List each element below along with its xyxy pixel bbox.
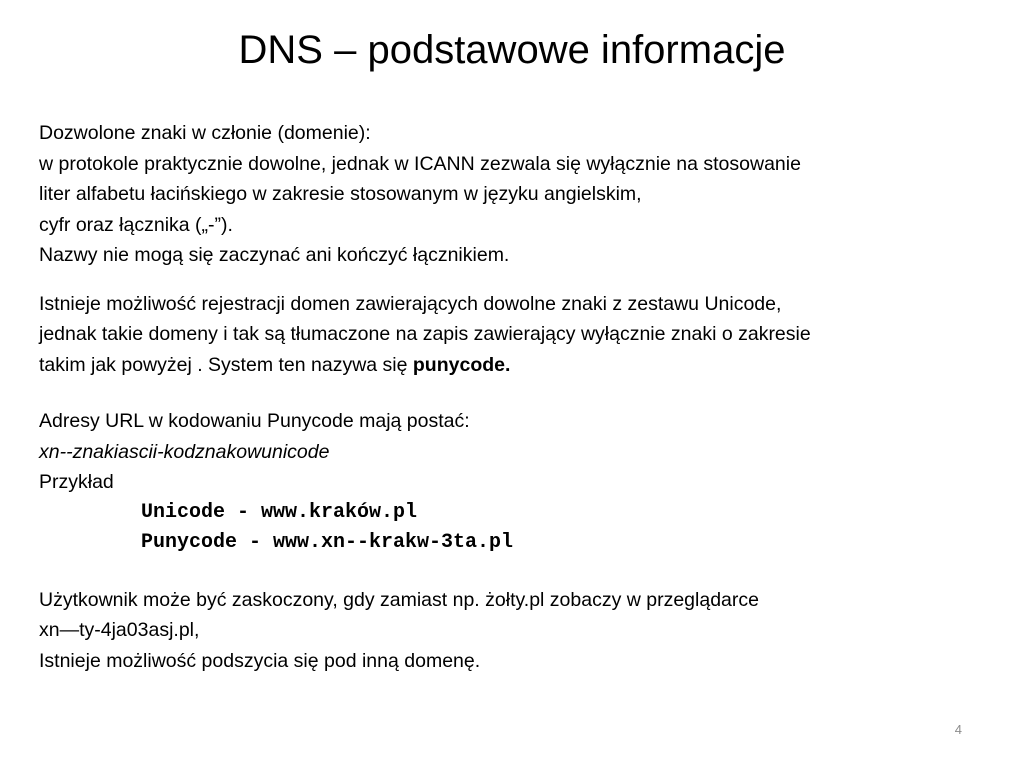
spacer (39, 380, 989, 406)
paragraph-line: Dozwolone znaki w członie (domenie): (39, 122, 371, 144)
page-number: 4 (954, 722, 962, 737)
paragraph-line: Istnieje możliwość podszycia się pod inną domenę. (39, 649, 481, 672)
paragraph-line: Nazwy nie mogą się zaczynać ani kończyć łącznikiem. (39, 244, 510, 266)
example-heading: Przykład (39, 471, 114, 493)
paragraph-line (39, 350, 989, 381)
paragraph-line: Istnieje możliwość rejestracji domen zawierających dowolne znaki z zestawu Unicode, (39, 292, 782, 315)
slide-body (39, 118, 989, 676)
paragraph-punycode-format (39, 406, 989, 559)
paragraph-line: liter alfabetu łacińskiego w zakresie stosowanym w języku angielskim, (39, 183, 642, 205)
spacer (39, 271, 989, 289)
paragraph-unicode-registration (39, 289, 989, 381)
paragraph-line: Użytkownik może być zaskoczony, gdy zamiast np. żołty.pl zobaczy w przeglądarce (39, 588, 759, 611)
paragraph-line: Adresy URL w kodowaniu Punycode mają postać: (39, 410, 470, 432)
punycode-term: punycode. (412, 353, 511, 376)
spacer (39, 559, 989, 585)
unicode-example: Unicode - www.kraków.pl (141, 500, 418, 524)
paragraph-text: takim jak powyżej . System ten nazywa się (39, 353, 413, 376)
punycode-format-pattern: xn--znakiascii-kodznakowunicode (39, 440, 330, 463)
paragraph-line: cyfr oraz łącznika („-”). (39, 213, 233, 236)
slide-title: DNS – podstawowe informacje (238, 28, 786, 72)
paragraph-allowed-characters (39, 118, 989, 271)
paragraph-line: xn—ty-4ja03asj.pl, (39, 619, 200, 641)
punycode-example: Punycode - www.xn--krakw-3ta.pl (141, 531, 514, 554)
paragraph-line: w protokole praktycznie dowolne, jednak w ICANN zezwala się wyłącznie na stosowanie (39, 152, 801, 175)
paragraph-line: jednak takie domeny i tak są tłumaczone na zapis zawierający wyłącznie znaki o zakresie (39, 323, 811, 345)
paragraph-user-warning (39, 585, 989, 677)
